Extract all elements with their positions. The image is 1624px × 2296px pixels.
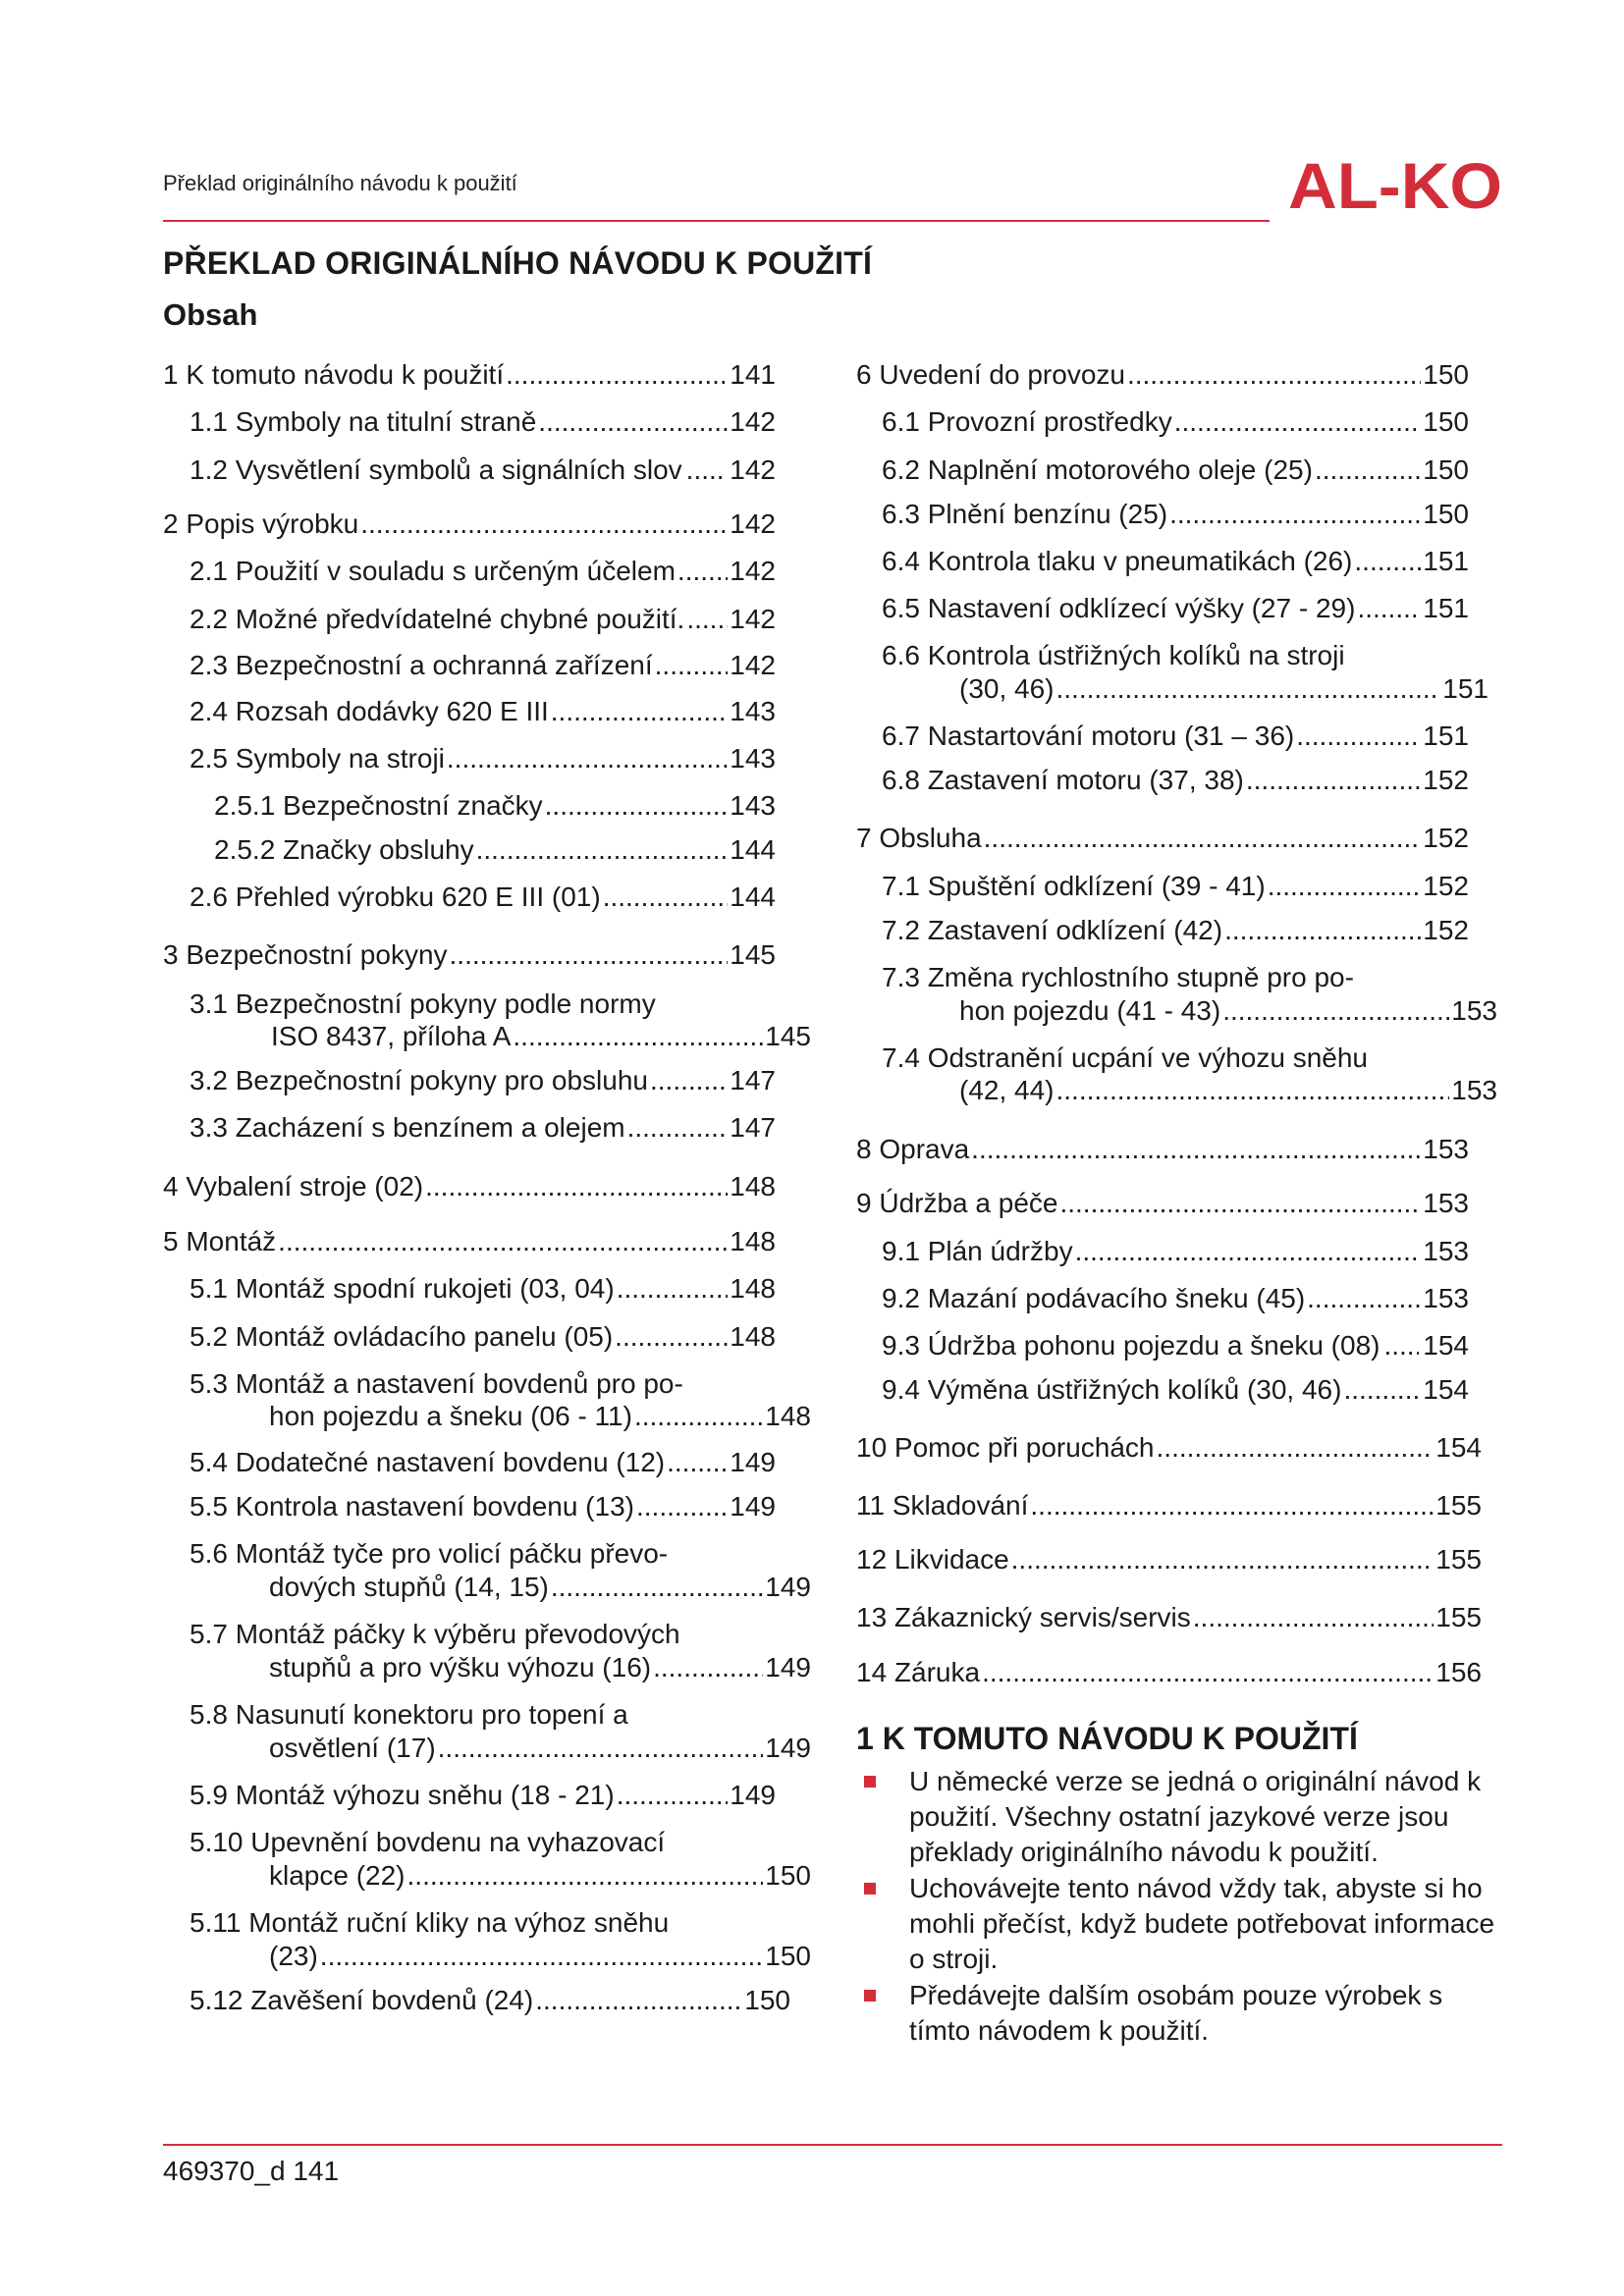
toc-entry[interactable]: (23) ..... 150: [269, 1940, 811, 1973]
document-number: 469370_d: [163, 2156, 286, 2186]
toc-entry[interactable]: 5.1 Montáž spodní rukojeti (03, 04) ..... 148: [189, 1272, 776, 1306]
toc-entry[interactable]: 5.2 Montáž ovládacího panelu (05) ..... 148: [189, 1320, 776, 1354]
contents-heading: Obsah: [163, 297, 258, 332]
toc-entry[interactable]: 2.6 Přehled výrobku 620 E III (01) ..... 144: [189, 881, 776, 914]
toc-entry[interactable]: 6 Uvedení do provozu ..... 150: [856, 358, 1469, 392]
page-number: 141: [293, 2156, 340, 2186]
toc-entry[interactable]: osvětlení (17) ..... 149: [269, 1732, 811, 1765]
toc-entry[interactable]: 7.2 Zastavení odklízení (42) ..... 152: [882, 914, 1469, 947]
toc-entry[interactable]: 1.1 Symboly na titulní straně ..... 142: [189, 405, 776, 439]
toc-entry[interactable]: 9 Údržba a péče ..... 153: [856, 1187, 1469, 1220]
toc-entry-first-line[interactable]: 7.4 Odstranění ucpání ve výhozu sněhu: [882, 1042, 1368, 1073]
toc-entry[interactable]: 9.3 Údržba pohonu pojezdu a šneku (08) ..... 154: [882, 1329, 1469, 1362]
toc-entry[interactable]: 2 Popis výrobku ..... 142: [163, 507, 776, 541]
toc-entry[interactable]: 2.3 Bezpečnostní a ochranná zařízení ..... 142: [189, 649, 776, 682]
bullet-item: [864, 1978, 1492, 2052]
toc-entry[interactable]: 9.1 Plán údržby ..... 153: [882, 1235, 1469, 1268]
toc-entry[interactable]: 13 Zákaznický servis/servis ..... 155: [856, 1601, 1482, 1634]
toc-entry[interactable]: 5.5 Kontrola nastavení bovdenu (13) ..... 149: [189, 1490, 776, 1523]
header-rule: [163, 220, 1270, 222]
section-heading: 1 K TOMUTO NÁVODU K POUŽITÍ: [856, 1721, 1358, 1756]
toc-entry[interactable]: 1.2 Vysvětlení symbolů a signálních slov ..... 142: [189, 454, 776, 487]
toc-entry[interactable]: 10 Pomoc při poruchách ..... 154: [856, 1431, 1482, 1465]
toc-entry[interactable]: 1 K tomuto návodu k použití ..... 141: [163, 358, 776, 392]
toc-entry[interactable]: 2.2 Možné předvídatelné chybné použití. ..... 142: [189, 603, 776, 636]
toc-entry[interactable]: 3 Bezpečnostní pokyny ..... 145: [163, 938, 776, 972]
toc-entry[interactable]: 5.9 Montáž výhozu sněhu (18 - 21) ..... 149: [189, 1779, 776, 1812]
toc-entry-first-line[interactable]: 5.11 Montáž ruční kliky na výhoz sněhu: [189, 1907, 670, 1938]
toc-entry[interactable]: 6.3 Plnění benzínu (25) ..... 150: [882, 498, 1469, 531]
toc-entry-first-line[interactable]: 5.6 Montáž tyče pro volicí páčku převo-: [189, 1538, 669, 1569]
toc-entry-first-line[interactable]: 5.10 Upevnění bovdenu na vyhazovací: [189, 1827, 666, 1857]
toc-entry[interactable]: 8 Oprava ..... 153: [856, 1133, 1469, 1166]
footer-rule: [163, 2144, 1502, 2146]
bullet-text: U německé verze se jedná o originální návod k použití. Všechny ostatní jazykové verze jsou překlady originálního návodu k použití.: [909, 1766, 1482, 1867]
toc-entry[interactable]: 2.1 Použití v souladu s určeným účelem ..... 142: [189, 555, 776, 588]
toc-entry[interactable]: 9.4 Výměna ústřižných kolíků (30, 46) ..... 154: [882, 1373, 1469, 1407]
toc-entry[interactable]: 6.2 Naplnění motorového oleje (25) ..... 150: [882, 454, 1469, 487]
toc-entry[interactable]: klapce (22) ..... 150: [269, 1859, 811, 1893]
toc-entry[interactable]: 12 Likvidace ..... 155: [856, 1543, 1482, 1576]
toc-entry[interactable]: dových stupňů (14, 15) ..... 149: [269, 1571, 811, 1604]
footer: [163, 2156, 339, 2187]
toc-entry-first-line[interactable]: 5.7 Montáž páčky k výběru převodových: [189, 1619, 680, 1649]
toc-entry[interactable]: 5.12 Zavěšení bovdenů (24) ..... 150: [189, 1984, 790, 2017]
document-title: PŘEKLAD ORIGINÁLNÍHO NÁVODU K POUŽITÍ: [163, 245, 873, 281]
toc-entry[interactable]: 4 Vybalení stroje (02) ..... 148: [163, 1170, 776, 1203]
toc-entry[interactable]: 2.5 Symboly na stroji ..... 143: [189, 742, 776, 775]
toc-entry[interactable]: 6.5 Nastavení odklízecí výšky (27 - 29) ..... 151: [882, 592, 1469, 625]
toc-entry[interactable]: 14 Záruka ..... 156: [856, 1656, 1482, 1689]
toc-entry-first-line[interactable]: 7.3 Změna rychlostního stupně pro po-: [882, 962, 1354, 992]
toc-entry[interactable]: (30, 46) ..... 151: [959, 672, 1489, 706]
toc-entry[interactable]: (42, 44) ..... 153: [959, 1074, 1497, 1107]
toc-entry[interactable]: 3.3 Zacházení s benzínem a olejem ..... 147: [189, 1111, 776, 1145]
toc-entry[interactable]: hon pojezdu (41 - 43) ..... 153: [959, 994, 1497, 1028]
toc-entry[interactable]: stupňů a pro výšku výhozu (16) ..... 149: [269, 1651, 811, 1684]
toc-entry[interactable]: 7.1 Spuštění odklízení (39 - 41) ..... 152: [882, 870, 1469, 903]
bullet-square-icon: [864, 1776, 876, 1788]
bullet-text: Uchovávejte tento návod vždy tak, abyste si ho mohli přečíst, když budete potřebovat informace o stroji.: [909, 1873, 1495, 1974]
toc-entry-first-line[interactable]: 3.1 Bezpečnostní pokyny podle normy: [189, 988, 656, 1019]
toc-entry[interactable]: 5.4 Dodatečné nastavení bovdenu (12) ..... 149: [189, 1446, 776, 1479]
toc-entry-first-line[interactable]: 6.6 Kontrola ústřižných kolíků na stroji: [882, 640, 1345, 670]
toc-entry-first-line[interactable]: 5.3 Montáž a nastavení bovdenů pro po-: [189, 1368, 683, 1399]
toc-entry[interactable]: 6.7 Nastartování motoru (31 – 36) ..... 151: [882, 720, 1469, 753]
toc-entry[interactable]: 2.4 Rozsah dodávky 620 E III ..... 143: [189, 695, 776, 728]
toc-entry[interactable]: 2.5.1 Bezpečnostní značky ..... 143: [214, 789, 776, 823]
bullet-square-icon: [864, 1883, 876, 1895]
svg-text:AL-KO: AL-KO: [1288, 153, 1502, 216]
alko-logo: [1288, 153, 1504, 216]
toc-entry[interactable]: 3.2 Bezpečnostní pokyny pro obsluhu ..... 147: [189, 1064, 776, 1097]
bullet-item: [864, 1871, 1495, 1979]
bullet-square-icon: [864, 1990, 876, 2002]
toc-entry[interactable]: 6.8 Zastavení motoru (37, 38) ..... 152: [882, 764, 1469, 797]
toc-entry[interactable]: 2.5.2 Značky obsluhy ..... 144: [214, 833, 776, 867]
toc-entry[interactable]: 5 Montáž ..... 148: [163, 1225, 776, 1258]
toc-entry[interactable]: 11 Skladování ..... 155: [856, 1489, 1482, 1522]
toc-entry[interactable]: 6.1 Provozní prostředky ..... 150: [882, 405, 1469, 439]
toc-entry[interactable]: 9.2 Mazání podávacího šneku (45) ..... 153: [882, 1282, 1469, 1315]
bullet-item: [864, 1764, 1492, 1872]
toc-entry-first-line[interactable]: 5.8 Nasunutí konektoru pro topení a: [189, 1699, 628, 1730]
toc-entry[interactable]: 7 Obsluha ..... 152: [856, 822, 1469, 855]
bullet-text: Předávejte dalším osobám pouze výrobek s tímto návodem k použití.: [909, 1980, 1443, 2046]
running-header: Překlad originálního návodu k použití: [163, 171, 517, 195]
toc-entry[interactable]: ISO 8437, příloha A ..... 145: [271, 1020, 811, 1053]
toc-entry[interactable]: 6.4 Kontrola tlaku v pneumatikách (26) ..... 151: [882, 545, 1469, 578]
toc-entry[interactable]: hon pojezdu a šneku (06 - 11) ..... 148: [269, 1400, 811, 1433]
